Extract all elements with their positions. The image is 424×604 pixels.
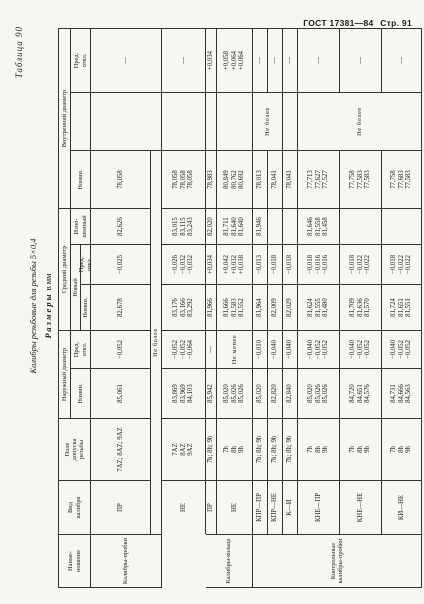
row-kne-pr-od-dev: −0,040 −0,052 −0,052 [298,330,340,368]
row-kne-ne-od-dev: −0,040 −0,052 −0,052 [340,330,382,368]
row-pr-plug-md-nom: 82,678 [91,284,151,330]
row-pr-ring-id-nom: 78,983 [206,150,217,208]
row-pr-ring-id-spacer [206,92,217,150]
row-ne-plug-id-nom: 78,058 78,058 78,058 [162,150,206,208]
row-kne-ne-md-worn [340,208,382,244]
group-plug: Калибры-пробки [91,534,162,588]
row-pr-ring-od-nom: 85,942 [206,368,217,418]
row-kne-pr-md-nom: 81,624 81,555 81,480 [298,284,340,330]
row-pr-ring-od-dev: — [206,330,217,368]
row-ne-ring-md-dev: +0,042 +0,032 +0,038 [217,244,253,284]
row-ne-plug-od-dev: −0,052 −0,052 −0,064 [162,330,206,368]
note-not-less: Не менее [217,330,253,368]
row-kpr-pr-md-worn: 81,946 [253,208,268,244]
row-k-i-od-dev: −0,040 [283,330,298,368]
header-inner-diameter: Внутренний диаметр [58,28,71,208]
header-id-spacer [71,92,91,150]
row-kpr-pr-md-dev: −0,013 [253,244,268,284]
header-kind: Вид калибра [58,480,91,534]
row-kne-pr-tolerance: 7h 8h 9h [298,418,340,480]
row-kpr-pr-tolerance: 7h; 8h; 9h [253,418,268,480]
row-kpr-pr-od-nom: 85,020 [253,368,268,418]
rotated-table-page [8,20,412,592]
row-ki-ne-od-dev: −0,040 −0,052 −0,052 [382,330,422,368]
header-id-nominal: Номин. [71,150,91,208]
row-k-i-md-nom: 82,029 [283,284,298,330]
row-kpr-pr-od-dev: −0,010 [253,330,268,368]
row-ne-plug-md-nom: 83,176 83,166 83,292 [162,284,206,330]
row-k-i-id-spacer [283,92,298,150]
row-kpr-ne-md-dev: −0,018 [268,244,283,284]
note-not-more-3: Не более [298,92,422,150]
row-ki-ne-tolerance: 7h 8h 9h [382,418,422,480]
row-ne-ring-id-dev: +0,058 +0,064 +0,064 [217,28,253,92]
standard-number: ГОСТ 17381—84 [303,18,374,28]
row-pr-ring-id-dev: +0,034 [206,28,217,92]
row-pr-plug-id-nom: 78,058 [91,150,151,208]
row-pr-plug-md-worn: 82,626 [91,208,151,244]
row-ne-plug-kind: НЕ [162,480,206,534]
row-pr-ring-md-nom: 81,966 [206,284,217,330]
group-ring: Калибры-кольца [206,534,253,588]
row-ne-ring-tolerance: 7h 8h 9h [217,418,253,480]
header-od-nominal: Номин. [71,368,91,418]
units-prefix: Размеры [43,292,53,339]
row-ne-ring-md-worn: 81,711 81,640 81,640 [217,208,253,244]
row-kpr-ne-od-nom: 82,820 [268,368,283,418]
row-ki-ne-md-nom: 81,724 81,651 81,551 [382,284,422,330]
row-kpr-ne-id-nom: 78,041 [268,150,283,208]
row-kne-pr-od-nom: 85,020 85,026 85,026 [298,368,340,418]
header-md-nominal: Номин. [81,284,91,330]
row-ne-plug-od-nom: 83,869 83,969 84,103 [162,368,206,418]
row-kpr-ne-od-dev: −0,040 [268,330,283,368]
header-outer-diameter: Наружный диаметр [58,330,71,418]
row-k-i-id-dev: — [283,28,298,92]
row-ne-plug-id-dev: — [162,28,206,92]
header-new: Новый [71,244,81,330]
row-pr-plug-od-nom: 85,061 [91,368,151,418]
row-kne-ne-od-nom: 84,720 84,651 84,576 [340,368,382,418]
table-label: Таблица 90 [14,26,24,79]
row-pr-plug-od-dev: −0,052 [91,330,151,368]
row-pr-ring-md-worn: 82,020 [206,208,217,244]
row-ne-ring-id-spacer [217,92,253,150]
row-kpr-ne-tolerance: 7h; 8h; 9h [268,418,283,480]
row-kne-ne-id-nom: 77,758 77,583 77,583 [340,150,382,208]
row-kpr-pr-md-nom: 81,964 [253,284,268,330]
row-pr-ring-md-dev: +0,034 [206,244,217,284]
row-kpr-ne-md-nom: 82,009 [268,284,283,330]
row-ki-ne-od-nom: 84,731 84,666 84,563 [382,368,422,418]
row-kpr-pr-kind: КПР—ПР [253,480,268,534]
row-pr-plug-md-dev: −0,025 [91,244,151,284]
header-md-worn: Изно- шенный [71,208,91,244]
header-md-dev: Пред. откл. [81,244,91,284]
row-kne-pr-id-nom: 77,713 77,627 77,527 [298,150,340,208]
row-ne-ring-kind: НЕ [217,480,253,534]
page-number-label: Стр. 91 [380,18,412,28]
table-units [43,20,53,592]
row-ki-ne-md-worn [382,208,422,244]
row-kpr-ne-kind: КПР—НЕ [268,480,283,534]
row-kpr-ne-md-worn [268,208,283,244]
group-control: Контрольные калибры-пробки [253,534,422,588]
row-pr-plug-kind: ПР [91,480,151,534]
row-k-i-tolerance: 7h; 8h; 9h [283,418,298,480]
row-k-i-kind: К—И [283,480,298,534]
row-ki-ne-md-dev: −0,018 −0,022 −0,022 [382,244,422,284]
header-name: Наиме- нование [58,534,91,588]
note-not-more-2: Не более [253,92,283,150]
row-pr-plug-tolerance: 7AZ; 8AZ; 9AZ [91,418,151,480]
row-k-i-md-dev: −0,018 [283,244,298,284]
row-kne-ne-md-dev: −0,018 −0,022 −0,022 [340,244,382,284]
row-kne-ne-kind: КНЕ—НЕ [340,480,382,534]
row-ne-plug-md-worn: 83,015 83,115 83,243 [162,208,206,244]
row-plug-id-spacer [91,92,162,150]
row-kne-pr-md-dev: −0,018 −0,016 −0,016 [298,244,340,284]
table-title: Калибры резьбовые для резьбы 5×0,4 [28,238,38,374]
row-kpr-pr-id-nom: 78,013 [253,150,268,208]
row-pr-ring-kind: ПР [206,480,217,534]
row-ki-ne-kind: КИ—НЕ [382,480,422,534]
row-kne-ne-md-nom: 81,709 81,636 81,570 [340,284,382,330]
header-id-dev: Пред. откл. [71,28,91,92]
row-ne-ring-md-nom: 81,666 81,583 81,552 [217,284,253,330]
row-kne-pr-md-worn: 81,646 81,558 81,458 [298,208,340,244]
units-suffix: в мм [43,273,53,291]
gauge-table [58,28,413,588]
row-ne-plug-id-spacer [162,92,206,150]
row-kpr-pr-id-dev: — [253,28,268,92]
row-ne-ring-od-nom: 85,020 85,026 85,026 [217,368,253,418]
row-ne-plug-md-dev: −0,026 −0,032 −0,032 [162,244,206,284]
header-od-dev: Пред. откл. [71,330,91,368]
row-k-i-id-nom: 78,041 [283,150,298,208]
row-plug-id-dev: — [91,28,162,92]
row-ne-plug-tolerance: 7AZ 8AZ 9AZ [162,418,206,480]
header-mean-diameter: Средний диаметр [58,208,71,330]
row-k-i-od-nom: 82,840 [283,368,298,418]
row-kne-pr-id-dev: — [298,28,340,92]
row-k-i-md-worn [283,208,298,244]
row-kne-pr-kind: КНЕ—ПР [298,480,340,534]
row-pr-ring-tolerance: 7h; 8h; 9h [206,418,217,480]
note-not-more-1: Не более [151,150,162,534]
row-ki-ne-id-dev: — [382,28,422,92]
row-kne-ne-id-dev: — [340,28,382,92]
row-ki-ne-id-nom: 77,758 77,683 77,583 [382,150,422,208]
row-ne-ring-id-nom: 80,849 80,762 80,692 [217,150,253,208]
header-tolerance: Поле допуска резьбы [58,418,91,480]
row-kpr-ne-id-dev: — [268,28,283,92]
row-kne-ne-tolerance: 7h 8h 9h [340,418,382,480]
